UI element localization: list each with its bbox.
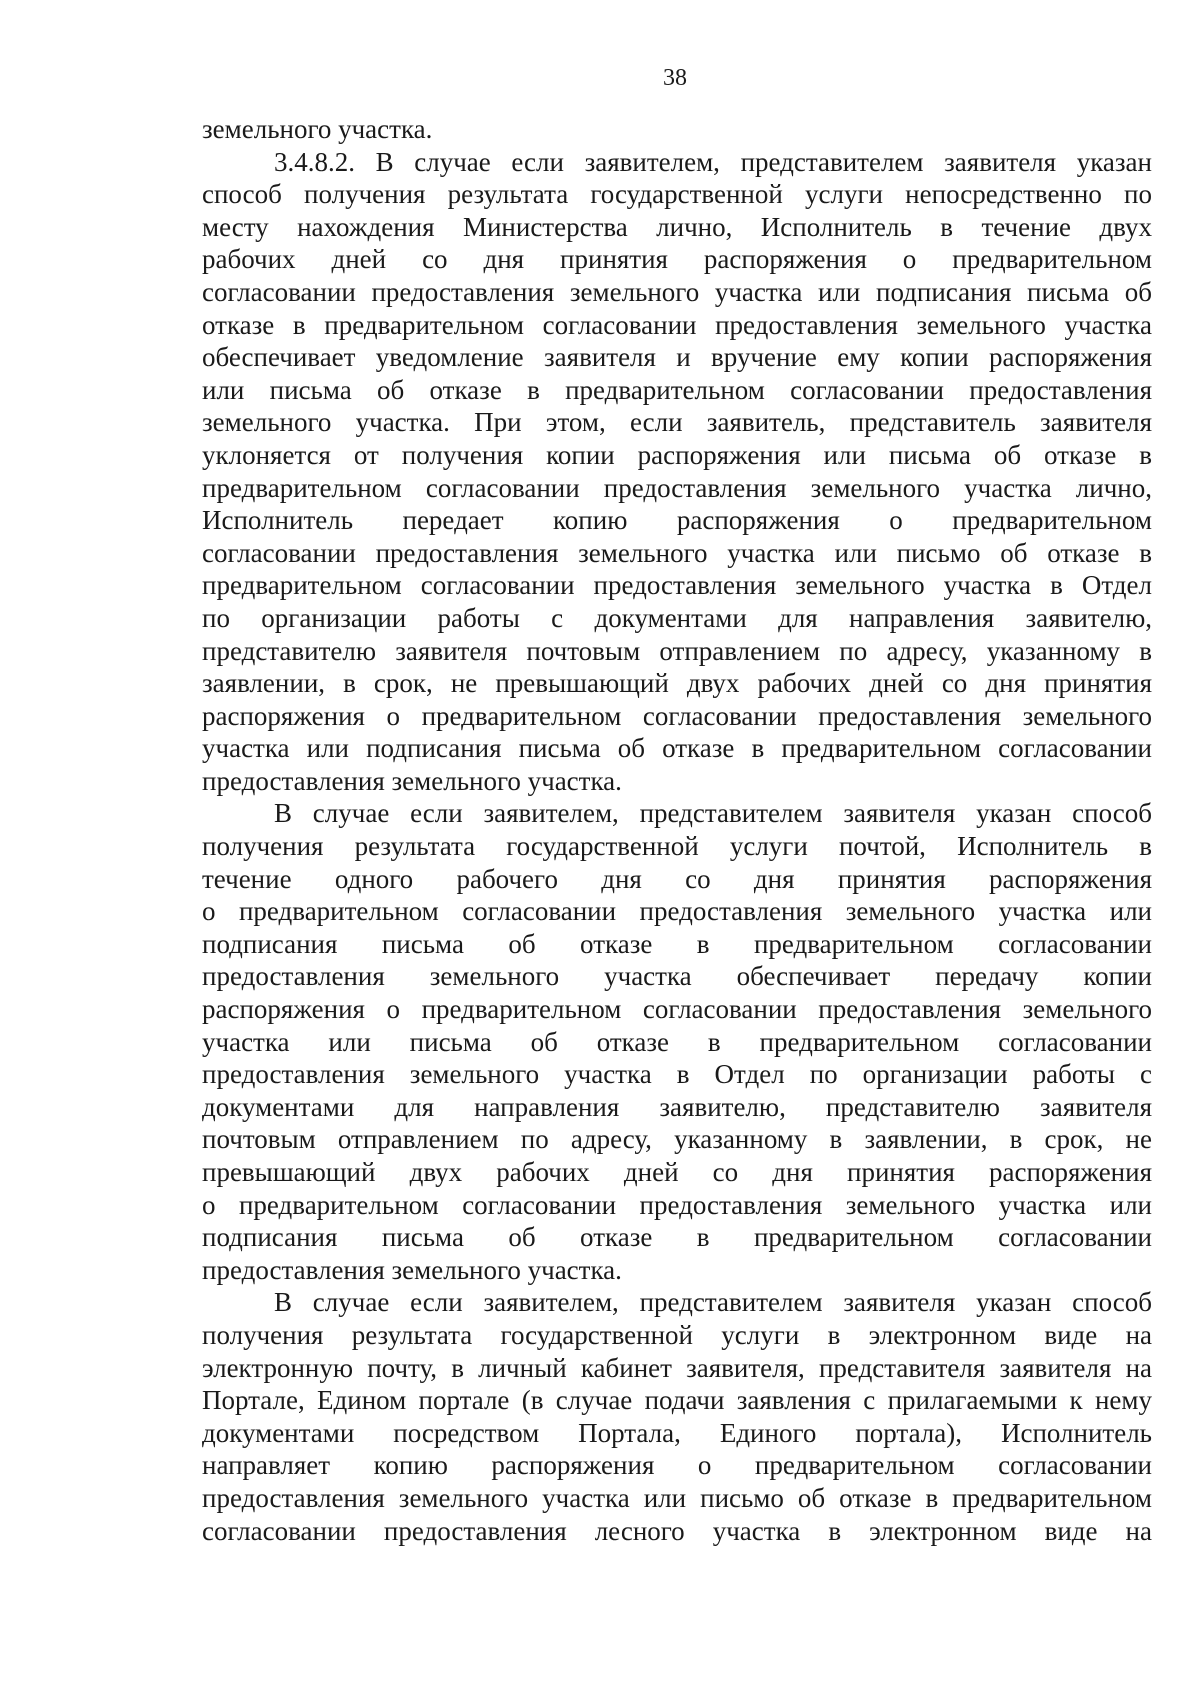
text-line: распоряжения о предварительном согласовании предоставления земельного [202, 994, 1152, 1025]
text-line: В случае если заявителем, представителем заявителя указан способ [274, 1287, 1152, 1318]
paragraph [202, 797, 1152, 1286]
text-line: отказе в предварительном согласовании предоставления земельного участка [202, 309, 1152, 340]
text-line: о предварительном согласовании предоставления земельного участка или [202, 896, 1152, 927]
paragraph [202, 1286, 1152, 1547]
text-line: способ получения результата государственной услуги непосредственно по [202, 179, 1152, 210]
text-line: предоставления земельного участка в Отдел по организации работы с [202, 1059, 1152, 1090]
paragraph [202, 113, 1152, 146]
text-line: В случае если заявителем, представителем заявителя указан способ [274, 798, 1152, 829]
text-line: направляет копию распоряжения о предварительном согласовании [202, 1450, 1152, 1481]
text-line: заявлении, в срок, не превышающий двух рабочих дней со дня принятия [202, 668, 1152, 699]
text-line: превышающий двух рабочих дней со дня принятия распоряжения [202, 1157, 1152, 1187]
text-line: получения результата государственной услуги в электронном виде на [202, 1319, 1152, 1350]
text-line: 3.4.8.2. В случае если заявителем, представителем заявителя указан [274, 146, 1152, 177]
text-line: предоставления земельного участка. [202, 1254, 622, 1285]
text-line: обеспечивает уведомление заявителя и вручение ему копии распоряжения [202, 342, 1152, 373]
text-line: участка или письма об отказе в предварительном согласовании [202, 1026, 1152, 1057]
page-number: 38 [663, 65, 687, 91]
text-line: земельного участка. [202, 114, 433, 144]
text-line: распоряжения о предварительном согласовании предоставления земельного [202, 700, 1152, 731]
text-line: течение одного рабочего дня со дня принятия распоряжения [202, 863, 1152, 894]
text-line: рабочих дней со дня принятия распоряжения о предварительном [202, 244, 1152, 275]
text-line: о предварительном согласовании предоставления земельного участка или [202, 1189, 1152, 1220]
text-line: подписания письма об отказе в предварительном согласовании [202, 928, 1152, 959]
text-line: или письма об отказе в предварительном согласовании предоставления [202, 374, 1152, 405]
text-line: документами для направления заявителю, представителю заявителя [202, 1091, 1152, 1122]
text-line: подписания письма об отказе в предварительном согласовании [202, 1222, 1152, 1253]
text-line: предоставления земельного участка. [202, 765, 622, 796]
document-body [202, 113, 1152, 1547]
text-line: документами посредством Портала, Единого портала), Исполнитель [202, 1417, 1152, 1448]
text-line: уклоняется от получения копии распоряжения или письма об отказе в [202, 439, 1152, 470]
text-line: предоставления земельного участка или письмо об отказе в предварительном [202, 1482, 1152, 1513]
text-line: согласовании предоставления земельного участка или подписания письма об [202, 276, 1152, 307]
text-line: месту нахождения Министерства лично, Исполнитель в течение двух [202, 211, 1152, 242]
text-line: предварительном согласовании предоставления земельного участка лично, [202, 472, 1152, 503]
text-line: согласовании предоставления земельного участка или письмо об отказе в [202, 537, 1152, 568]
text-line: предоставления земельного участка обеспечивает передачу копии [202, 961, 1152, 992]
text-line: представителю заявителя почтовым отправлением по адресу, указанному в [202, 635, 1152, 666]
text-line: Портале, Едином портале (в случае подачи заявления с прилагаемыми к нему [202, 1385, 1152, 1416]
text-line: предварительном согласовании предоставления земельного участка в Отдел [202, 570, 1152, 601]
paragraph [202, 146, 1152, 798]
text-line: электронную почту, в личный кабинет заявителя, представителя заявителя на [202, 1352, 1152, 1383]
text-line: участка или подписания письма об отказе в предварительном согласовании [202, 733, 1152, 764]
text-line: согласовании предоставления лесного участка в электронном виде на [202, 1515, 1152, 1546]
text-line: по организации работы с документами для направления заявителю, [202, 602, 1152, 633]
text-line: получения результата государственной услуги почтой, Исполнитель в [202, 831, 1152, 862]
text-line: Исполнитель передает копию распоряжения о предварительном [202, 505, 1152, 536]
text-line: земельного участка. При этом, если заявитель, представитель заявителя [202, 407, 1152, 438]
text-line: почтовым отправлением по адресу, указанному в заявлении, в срок, не [202, 1124, 1152, 1155]
